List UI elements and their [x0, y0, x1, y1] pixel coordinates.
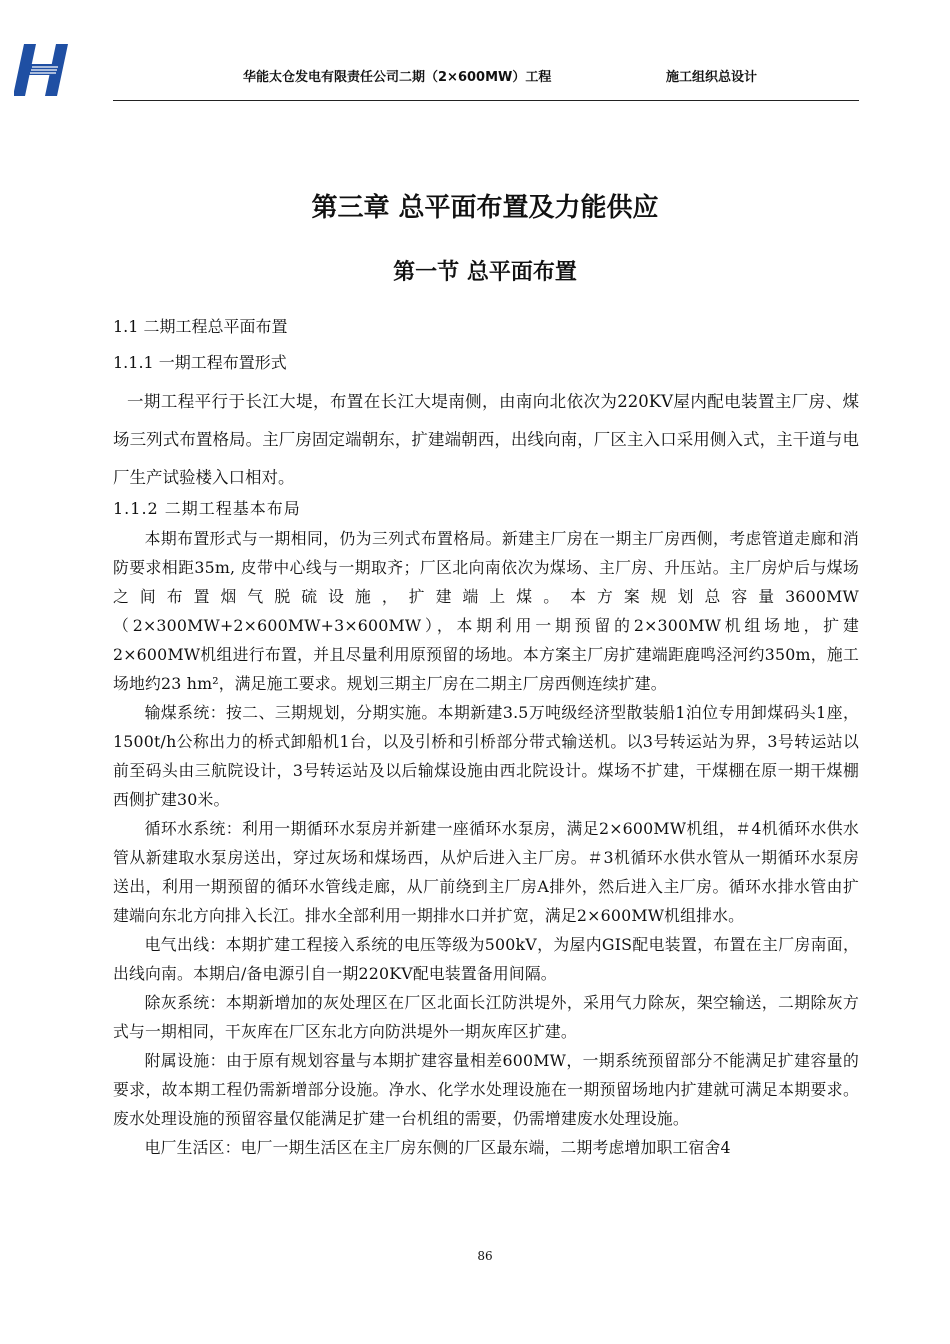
section-title: 第一节 总平面布置: [393, 260, 577, 285]
heading-1-1-1: 1.1.1 一期工程布置形式: [113, 353, 287, 372]
header-project-title: 华能太仓发电有限责任公司二期（2×600MW）工程: [243, 70, 552, 85]
document-body: [113, 317, 859, 1162]
paragraph-coal: 输煤系统：按二、三期规划，分期实施。本期新建3.5万吨级经济型散装船1泊位专用卸煤码头1座，1500t/h公称出力的桥式卸船机1台，以及引桥和引桥部分带式输送机。以3号转运站为界，3号转运站以前至码头由三航院设计，3号转运站及以后输煤设施由西北院设计。煤场不扩建，干煤棚在原一期干煤棚西侧扩建30米。: [113, 703, 859, 809]
huaneng-logo-icon: [14, 44, 74, 96]
heading-1-1-2: 1.1.2 二期工程基本布局: [113, 499, 301, 518]
header-divider: [113, 100, 859, 101]
chapter-title: 第三章 总平面布置及力能供应: [311, 193, 659, 223]
header-doc-title: 施工组织总设计: [666, 70, 758, 85]
paragraph-auxiliary: 附属设施：由于原有规划容量与本期扩建容量相差600MW，一期系统预留部分不能满足扩建容量的要求，故本期工程仍需新增部分设施。净水、化学水处理设施在一期预留场地内扩建就可满足本期要求。废水处理设施的预留容量仅能满足扩建一台机组的需要，仍需增建废水处理设施。: [113, 1051, 859, 1128]
heading-1-1: 1.1 二期工程总平面布置: [113, 317, 288, 336]
paragraph-living-area: 电厂生活区：电厂一期生活区在主厂房东侧的厂区最东端，二期考虑增加职工宿舍4: [144, 1138, 731, 1157]
paragraph-electrical: 电气出线：本期扩建工程接入系统的电压等级为500kV，为屋内GIS配电装置，布置在主厂房南面，出线向南。本期启/备电源引自一期220KV配电装置备用间隔。: [113, 935, 859, 983]
page-number: 86: [477, 1249, 493, 1263]
paragraph-layout: 本期布置形式与一期相同，仍为三列式布置格局。新建主厂房在一期主厂房西侧，考虑管道走廊和消防要求相距35m, 皮带中心线与一期取齐；厂区北向南依次为煤场、主厂房、升压站。主厂房炉后与煤场之间布置烟气脱硫设施，扩建端上煤。本方案规划总容量3600MW（2×300MW+2×600MW+3×600MW），本期利用一期预留的2×300MW机组场地，扩建2×600MW机组进行布置，并且尽量利用原预留的场地。本方案主厂房扩建端距鹿鸣泾河约350m，施工场地约23 hm²，满足施工要求。规划三期主厂房在二期主厂房西侧连续扩建。: [113, 529, 859, 693]
paragraph-phase1-layout: 一期工程平行于长江大堤，布置在长江大堤南侧，由南向北依次为220KV屋内配电装置主厂房、煤场三列式布置格局。主厂房固定端朝东，扩建端朝西，出线向南，厂区主入口采用侧入式，主干道与电厂生产试验楼入口相对。: [113, 392, 859, 487]
paragraph-circulating-water: 循环水系统：利用一期循环水泵房并新建一座循环水泵房，满足2×600MW机组，＃4机循环水供水管从新建取水泵房送出，穿过灰场和煤场西，从炉后进入主厂房。＃3机循环水供水管从一期循环水泵房送出，利用一期预留的循环水管线走廊，从厂前绕到主厂房A排外，然后进入主厂房。循环水排水管由扩建端向东北方向排入长江。排水全部利用一期排水口并扩宽，满足2×600MW机组排水。: [113, 819, 859, 925]
paragraph-ash: 除灰系统：本期新增加的灰处理区在厂区北面长江防洪堤外，采用气力除灰，架空输送，二期除灰方式与一期相同，干灰库在厂区东北方向防洪堤外一期灰库区扩建。: [113, 993, 859, 1041]
